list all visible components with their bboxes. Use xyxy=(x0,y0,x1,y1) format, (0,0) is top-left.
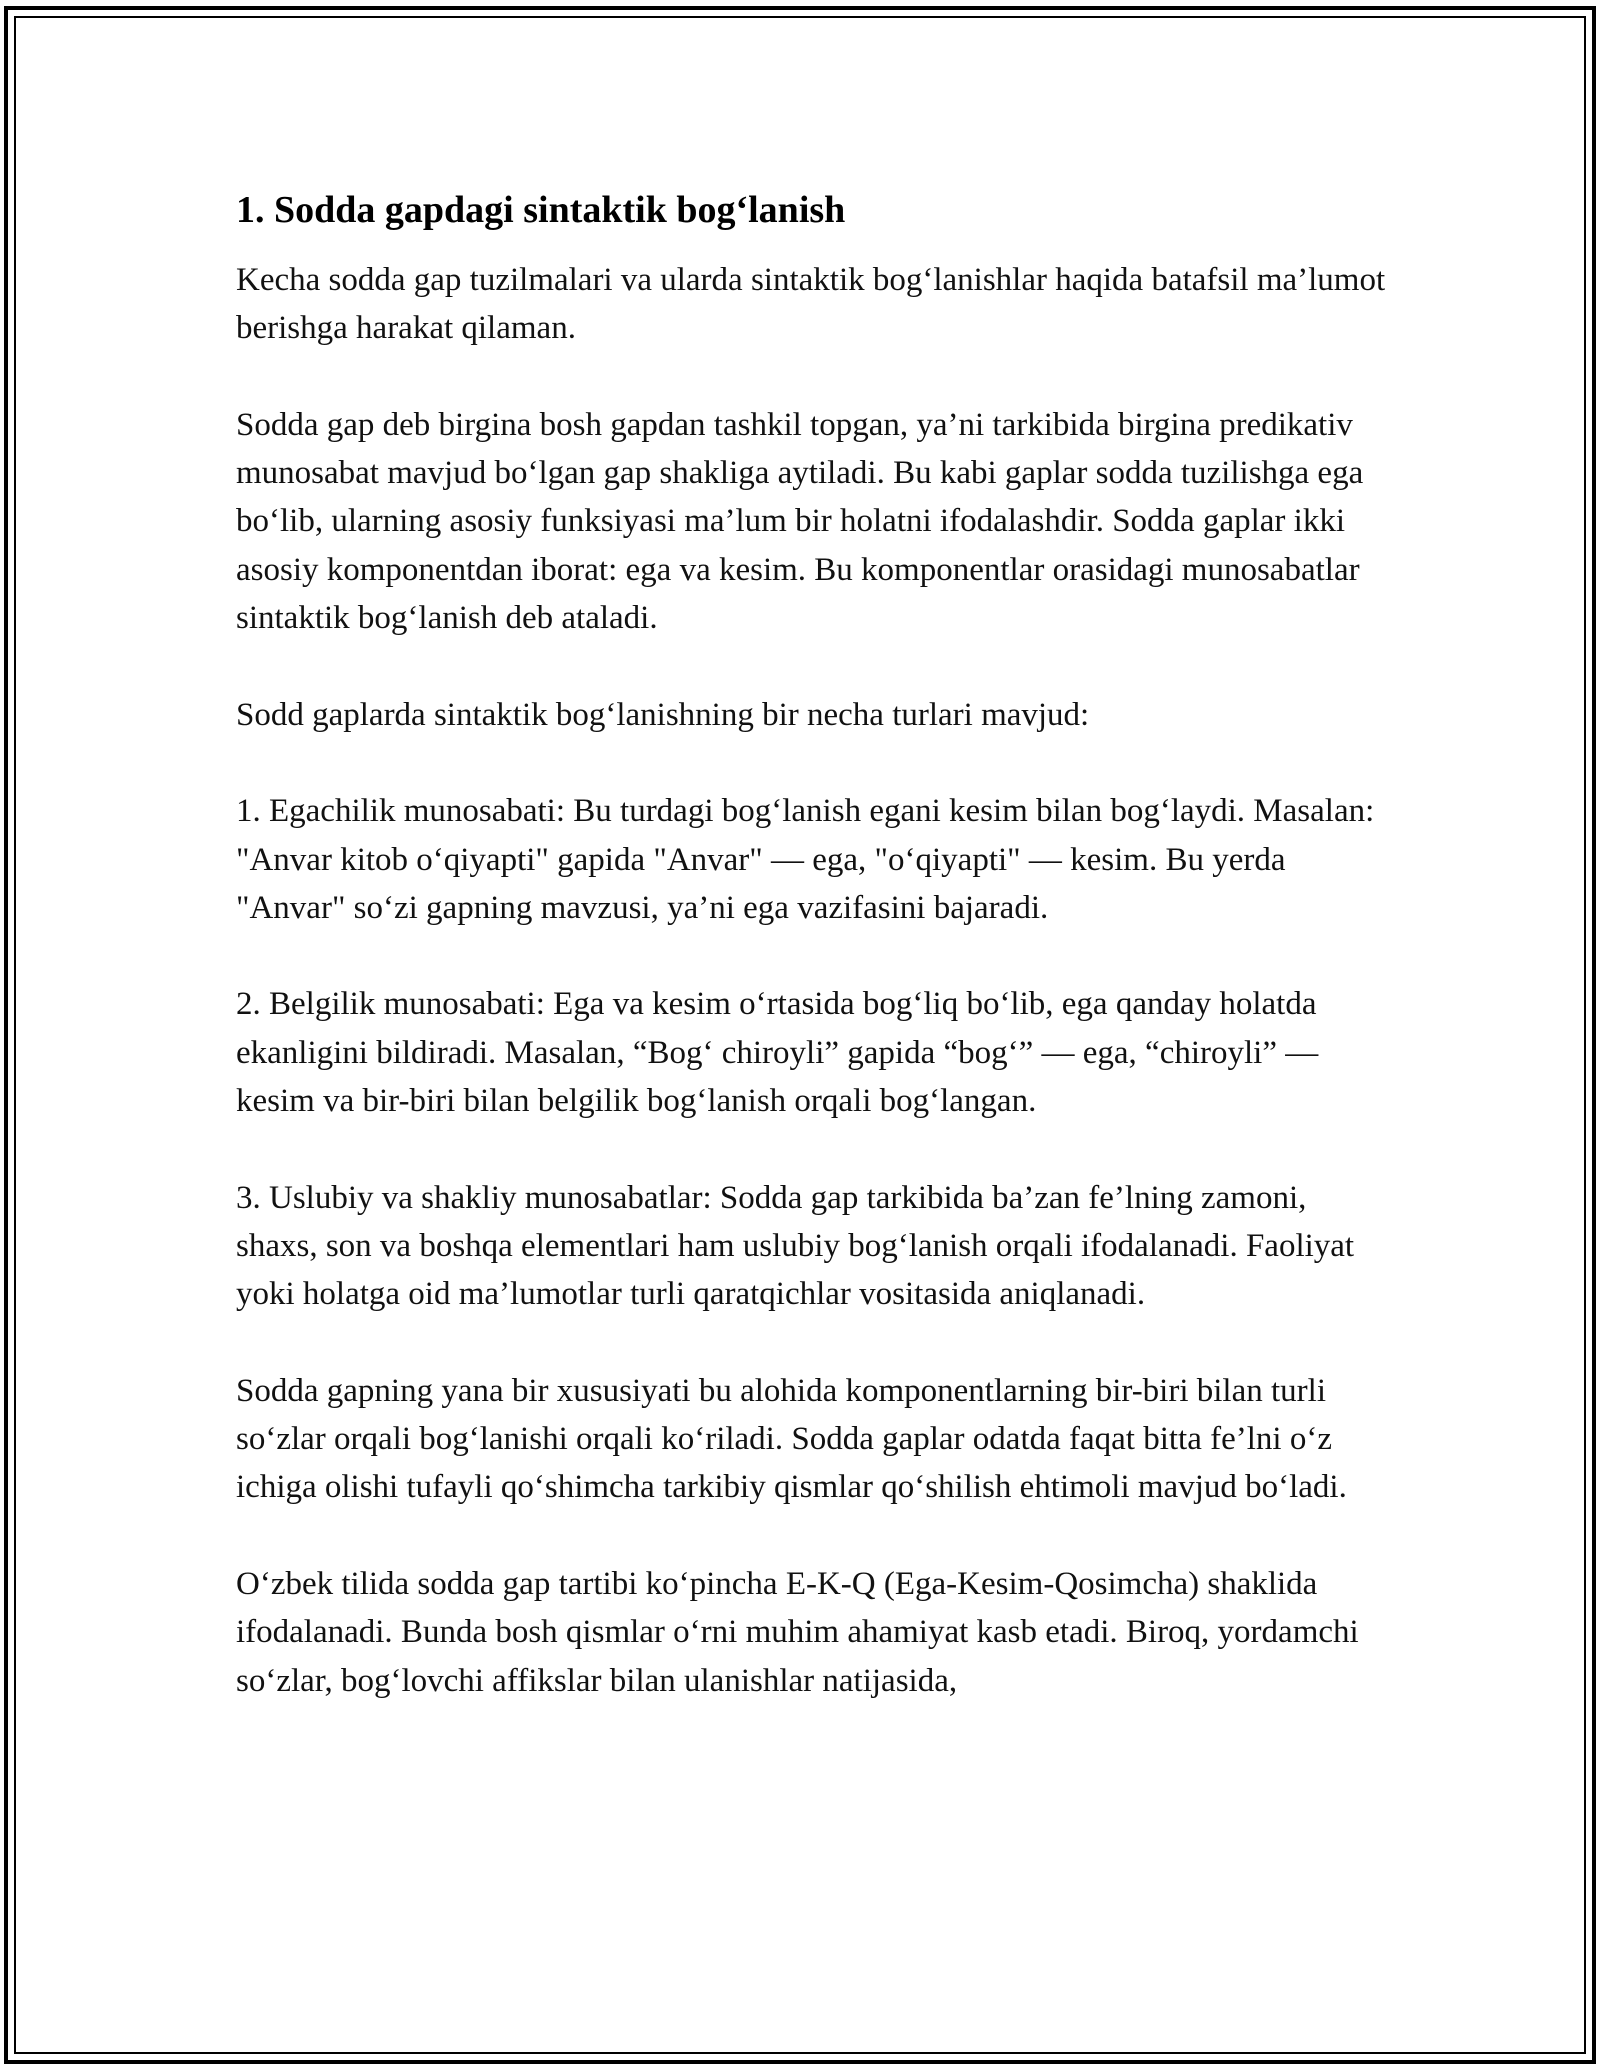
paragraph-word-order: O‘zbek tilida sodda gap tartibi ko‘pincha E-K-Q (Ega-Kesim-Qosimcha) shaklida ifodalanadi. Bunda bosh qismlar o‘rni muhim ahamiyat kasb etadi. Biroq, yordamchi so‘zlar, bog‘lovchi affikslar bilan ulanishlar natijasida, xyxy=(236,1566,1359,1699)
paragraph-type-2: 2. Belgilik munosabati: Ega va kesim o‘rtasida bog‘liq bo‘lib, ega qanday holatda ekanligini bildiradi. Masalan, “Bog‘ chiroyli” gapida “bog‘” — ega, “chiroyli” — kesim va bir-biri bilan belgilik bog‘lanish orqali bog‘langan. xyxy=(236,986,1319,1120)
paragraph-type-1: 1. Egachilik munosabati: Bu turdagi bog‘lanish egani kesim bilan bog‘laydi. Masalan: "Anvar kitob o‘qiyapti" gapida "Anvar" — ega, "o‘qiyapti" — kesim. Bu yerda "Anvar" so‘zi gapning mavzusi, ya’ni ega vazifasini bajaradi. xyxy=(236,793,1375,926)
paragraph-types-intro: Sodd gaplarda sintaktik bog‘lanishning bir necha turlari mavjud: xyxy=(236,696,1090,733)
paragraph-definition: Sodda gap deb birgina bosh gapdan tashkil topgan, ya’ni tarkibida birgina predikativ munosabat mavjud bo‘lgan gap shakliga aytiladi. Bu kabi gaplar sodda tuzilishga ega bo‘lib, ularning asosiy funksiyasi ma’lum bir holatni ifodalashdir. Sodda gaplar ikki asosiy komponentdan iborat: ega va kesim. Bu komponentlar orasidagi munosabatlar sintaktik bog‘lanish deb ataladi. xyxy=(236,406,1364,637)
paragraph-type-3: 3. Uslubiy va shakliy munosabatlar: Sodda gap tarkibida ba’zan fe’lning zamoni, shaxs, son va boshqa elementlari ham uslubiy bog‘lanish orqali ifodalanadi. Faoliyat yoki holatga oid ma’lumotlar turli qaratqichlar vositasida aniqlanadi. xyxy=(236,1179,1355,1313)
paragraph-feature: Sodda gapning yana bir xususiyati bu alohida komponentlarning bir-biri bilan turli so‘zlar orqali bog‘lanishi orqali ko‘riladi. Sodda gaplar odatda faqat bitta fe’lni o‘z ichiga olishi tufayli qo‘shimcha tarkibiy qismlar qo‘shilish ehtimoli mavjud bo‘ladi. xyxy=(236,1372,1347,1506)
document-body xyxy=(236,186,1396,1705)
section-heading: 1. Sodda gapdagi sintaktik bog‘lanish xyxy=(236,189,846,231)
paragraph-intro: Kecha sodda gap tuzilmalari va ularda sintaktik bog‘lanishlar haqida batafsil ma’lumot berishga harakat qilaman. xyxy=(236,262,1386,347)
